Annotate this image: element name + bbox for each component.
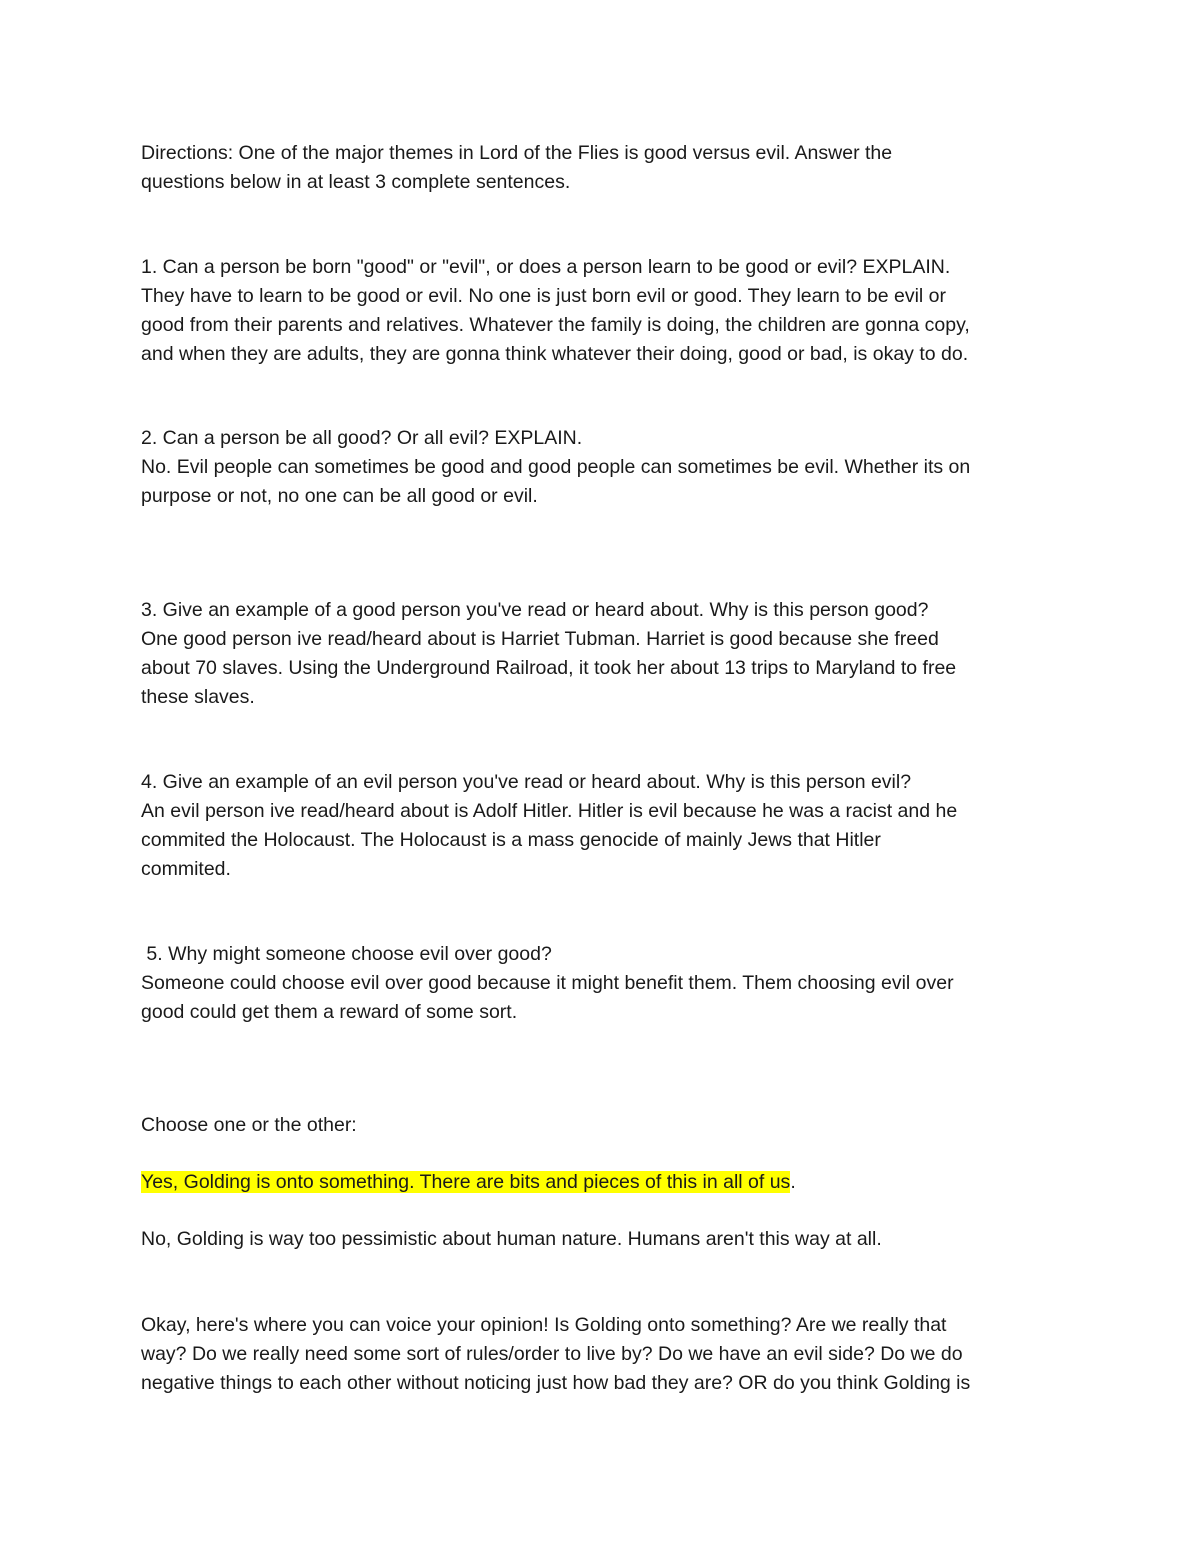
question-4-text: 4. Give an example of an evil person you've read or heard about. Why is this person evil? <box>141 771 912 793</box>
highlighted-yes-option: Yes, Golding is onto something. There are bits and pieces of this in all of us <box>141 1171 791 1193</box>
answer-line: and when they are adults, they are gonna think whatever their doing, good or bad, is okay to do. <box>141 343 969 365</box>
no-option-text: No, Golding is way too pessimistic about human nature. Humans aren't this way at all. <box>141 1228 882 1250</box>
answer-line: these slaves. <box>141 686 255 708</box>
question-3-block <box>141 596 1081 712</box>
answer-line: good from their parents and relatives. Whatever the family is doing, the children are gonna copy, <box>141 314 970 336</box>
yes-option-period: . <box>790 1171 796 1193</box>
question-5-block <box>141 940 1081 1027</box>
directions-line: Directions: One of the major themes in Lord of the Flies is good versus evil. Answer the <box>141 142 893 164</box>
answer-line: Someone could choose evil over good because it might benefit them. Them choosing evil over <box>141 972 954 994</box>
choice-option-yes <box>141 1168 1081 1197</box>
directions-line: questions below in at least 3 complete sentences. <box>141 171 571 193</box>
answer-line: good could get them a reward of some sort. <box>141 1001 518 1023</box>
answer-line: about 70 slaves. Using the Underground Railroad, it took her about 13 trips to Maryland to free <box>141 657 957 679</box>
document-page <box>141 139 1081 1398</box>
opinion-line: negative things to each other without noticing just how bad they are? OR do you think Golding is <box>141 1372 971 1394</box>
answer-line: One good person ive read/heard about is Harriet Tubman. Harriet is good because she freed <box>141 628 939 650</box>
choice-prompt-paragraph <box>141 1111 1081 1140</box>
opinion-paragraph <box>141 1311 1081 1398</box>
answer-line: They have to learn to be good or evil. No one is just born evil or good. They learn to be evil or <box>141 285 947 307</box>
question-2-block <box>141 424 1081 511</box>
opinion-line: way? Do we really need some sort of rules/order to live by? Do we have an evil side? Do we do <box>141 1343 963 1365</box>
opinion-line: Okay, here's where you can voice your opinion! Is Golding onto something? Are we really that <box>141 1314 947 1336</box>
choice-option-no <box>141 1225 1081 1254</box>
choice-prompt: Choose one or the other: <box>141 1114 357 1136</box>
question-1-block <box>141 253 1081 369</box>
answer-line: No. Evil people can sometimes be good and good people can sometimes be evil. Whether its on <box>141 456 971 478</box>
question-4-block <box>141 768 1081 884</box>
answer-line: commited the Holocaust. The Holocaust is a mass genocide of mainly Jews that Hitler <box>141 829 881 851</box>
answer-line: purpose or not, no one can be all good or evil. <box>141 485 538 507</box>
answer-line: An evil person ive read/heard about is Adolf Hitler. Hitler is evil because he was a racist and he <box>141 800 958 822</box>
directions-paragraph <box>141 139 1081 197</box>
question-1-text: 1. Can a person be born "good" or "evil", or does a person learn to be good or evil? EXPLAIN. <box>141 256 951 278</box>
question-2-text: 2. Can a person be all good? Or all evil? EXPLAIN. <box>141 427 583 449</box>
question-3-text: 3. Give an example of a good person you've read or heard about. Why is this person good? <box>141 599 929 621</box>
question-5-text: 5. Why might someone choose evil over good? <box>141 943 552 965</box>
answer-line: commited. <box>141 858 231 880</box>
